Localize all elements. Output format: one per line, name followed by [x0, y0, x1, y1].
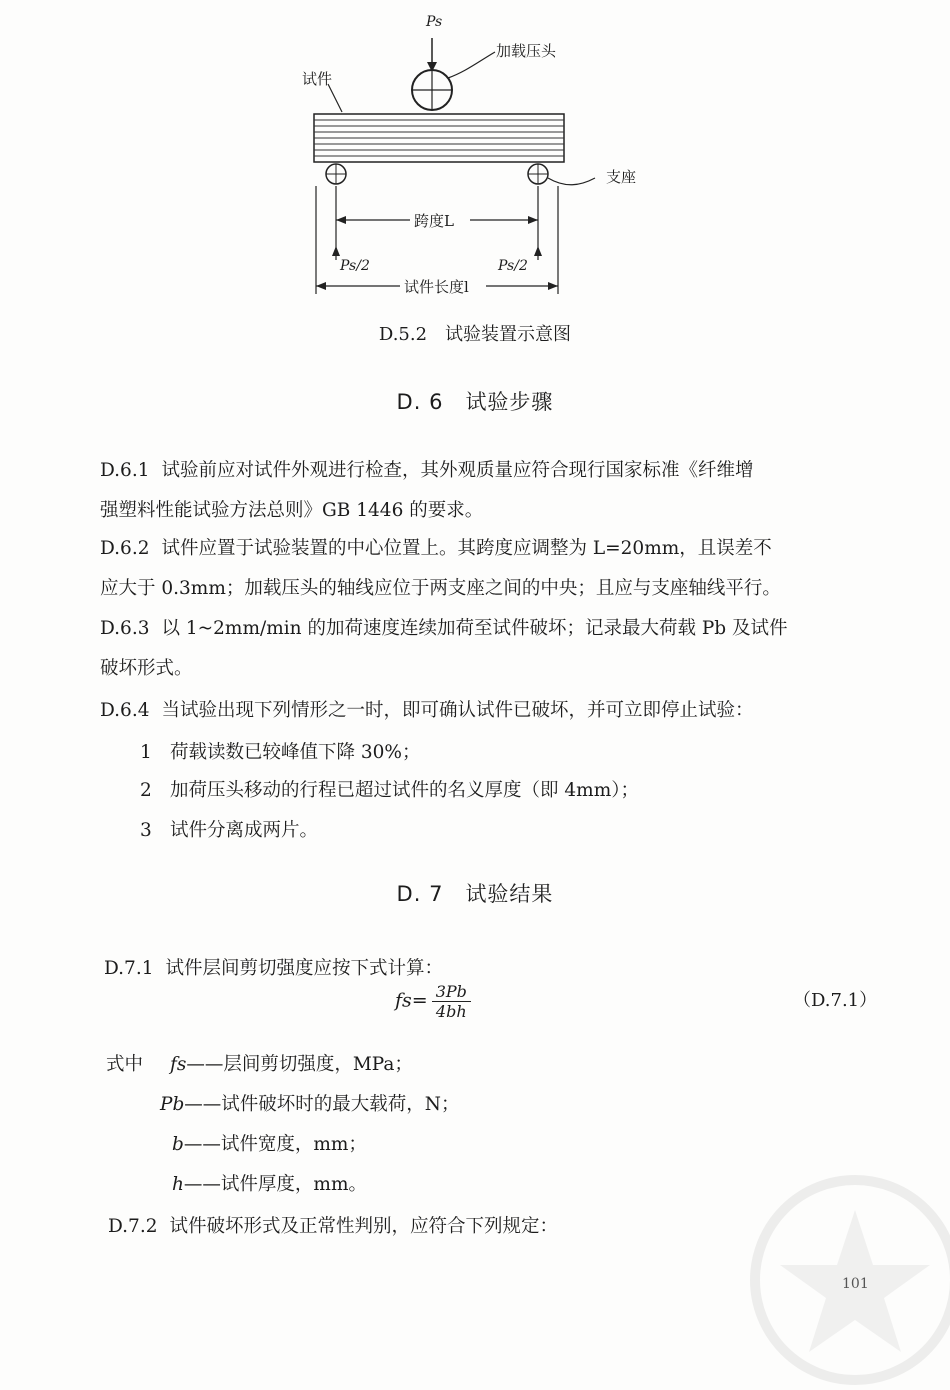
item-number: 3: [140, 820, 152, 841]
line-text: 试件应置于试验装置的中心位置上。其跨度应调整为 L=20mm，且误差不: [161, 538, 772, 559]
line-text: 当试验出现下列情形之一时，即可确认试件已破坏，并可立即停止试验：: [161, 700, 754, 721]
variable-symbol: Pb: [160, 1094, 185, 1115]
variable-symbol: h: [172, 1174, 184, 1195]
item-text: 试件分离成两片。: [170, 820, 319, 841]
shear-strength-formula: [395, 982, 471, 1021]
item-number: 1: [140, 742, 152, 763]
specimen-length-label: 试件长度l: [404, 278, 469, 296]
section-number: D. 6: [396, 390, 444, 414]
paragraph-line: [100, 696, 754, 722]
paragraph-line: [104, 954, 443, 980]
equation-number: （D.7.1）: [793, 990, 878, 1011]
variable-symbol: fs: [170, 1054, 187, 1075]
paragraph-line: [100, 534, 772, 560]
section-number: D. 7: [396, 882, 444, 906]
item-text: 荷载读数已较峰值下降 30%；: [170, 742, 421, 763]
formula-fraction: [432, 982, 471, 1021]
test-setup-diagram: [290, 10, 660, 300]
list-item: [140, 816, 318, 842]
section-heading-d6: [0, 386, 950, 416]
paragraph-line: [108, 1212, 558, 1238]
figure-caption: D.5.2 试验装置示意图: [378, 324, 572, 345]
indenter-label: 加载压头: [496, 42, 557, 60]
right-reaction-label: Ps/2: [498, 258, 528, 274]
variable-description: ——试件厚度，mm。: [183, 1174, 368, 1195]
load-ps-label: Ps: [426, 14, 443, 30]
where-label: 式中: [106, 1054, 144, 1075]
variable-definition: [170, 1050, 413, 1076]
line-text: 试件层间剪切强度应按下式计算：: [165, 958, 443, 979]
left-reaction-label: Ps/2: [340, 258, 370, 274]
line-text: 试验前应对试件外观进行检查，其外观质量应符合现行国家标准《纤维增: [161, 460, 754, 481]
formula-denominator: 4bh: [435, 1002, 467, 1021]
page-number: 101: [842, 1276, 869, 1292]
paragraph-line: [100, 456, 754, 482]
section-heading-d7: [0, 878, 950, 908]
list-item: [140, 776, 639, 802]
line-text: 破坏形式。: [100, 658, 193, 679]
clause-number: D.7.2: [108, 1216, 158, 1237]
variable-description: ——层间剪切强度，MPa；: [186, 1054, 413, 1075]
clause-number: D.6.3: [100, 618, 150, 639]
variable-description: ——试件破坏时的最大载荷，N；: [184, 1094, 460, 1115]
paragraph-line: [100, 496, 483, 522]
clause-number: D.6.2: [100, 538, 150, 559]
paragraph-line: [100, 574, 781, 600]
formula-numerator: 3Pb: [432, 982, 471, 1002]
item-text: 加荷压头移动的行程已超过试件的名义厚度（即 4mm）；: [170, 780, 639, 801]
section-title: 试验结果: [465, 882, 554, 906]
line-text: 试件破坏形式及正常性判别，应符合下列规定：: [169, 1216, 558, 1237]
paragraph-line: [100, 654, 193, 680]
line-text: 应大于 0.3mm；加载压头的轴线应位于两支座之间的中央；且应与支座轴线平行。: [100, 578, 781, 599]
variable-definition: [172, 1170, 367, 1196]
variable-symbol: b: [172, 1134, 184, 1155]
clause-number: D.7.1: [104, 958, 154, 979]
variable-description: ——试件宽度，mm；: [183, 1134, 367, 1155]
test-setup-figure: [290, 10, 660, 300]
list-item: [140, 738, 421, 764]
section-title: 试验步骤: [465, 390, 554, 414]
line-text: 以 1~2mm/min 的加荷速度连续加荷至试件破坏；记录最大荷载 Pb 及试件: [161, 618, 788, 639]
formula-lhs: fs=: [395, 989, 428, 1012]
support-label: 支座: [606, 168, 637, 186]
variable-definition: [172, 1130, 367, 1156]
specimen-label: 试件: [302, 70, 333, 88]
span-label: 跨度L: [414, 212, 454, 230]
variable-definition: [160, 1090, 460, 1116]
clause-number: D.6.4: [100, 700, 150, 721]
paragraph-line: [100, 614, 788, 640]
line-text: 强塑料性能试验方法总则》GB 1446 的要求。: [100, 500, 484, 521]
clause-number: D.6.1: [100, 460, 150, 481]
item-number: 2: [140, 780, 152, 801]
